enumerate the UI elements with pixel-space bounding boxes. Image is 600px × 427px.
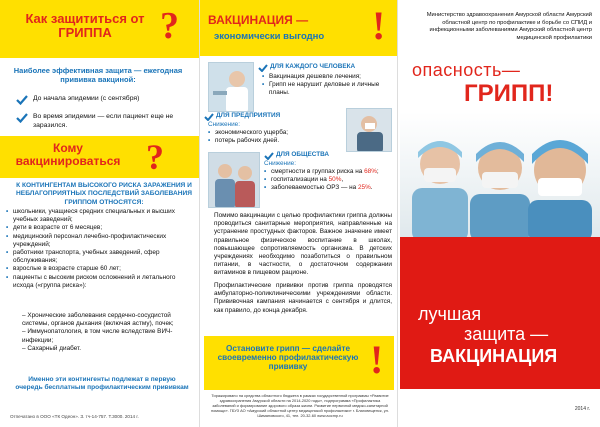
bottom-note: Именно эти контингенты подлежат в первую очередь бесплатным профилактическим прививкам	[15, 376, 189, 392]
header-title: Как защититься от ГРИППА	[25, 11, 145, 41]
footer-note: Тиражировано на средства областного бюджета в рамках государственной программы «Развитие здравоохранения Амурской области на 2014-2020 годы», подпрограмма «Профилактика заболеваний и формирование здорового образа жизни. Развитие первичной медико-санитарной помощи». ГБУЗ АО «Амурский областной центр медицинской профилактики» г. Благовещенск, ул. Шимановского, 41, тел. 20-32-60 www.aocmp.ru	[210, 393, 390, 418]
risk-title: К КОНТИНГЕНТАМ ВЫСОКОГО РИСКА ЗАРАЖЕНИЯ И НЕБЛАГОПРИЯТНЫХ ПОСЛЕДСТВИЙ ЗАБОЛЕВАНИЯ ГРИППОМ ОТНОСЯТСЯ:	[16, 182, 192, 206]
promo-box	[400, 237, 600, 389]
list-item: – Сахарный диабет.	[22, 344, 82, 352]
sub-list	[22, 312, 192, 353]
check-label: Во время эпидемии — если пациент еще не заразился.	[33, 113, 174, 129]
ministry-text: Министерство здравоохранения Амурской области Амурский областной центр по профилактике и борьбе со СПИД и инфекционными заболеваниями Амурский областной центр медицинской профилактики	[426, 12, 592, 41]
danger-line2: ГРИПП!	[464, 80, 554, 107]
list-item: – Иммунопатология, в том числе вследствие ВИЧ-инфекции;	[22, 328, 173, 344]
cta-box	[204, 336, 394, 390]
best-line1: лучшая	[418, 304, 482, 324]
exclamation-icon: !	[372, 3, 386, 48]
cta-text: Остановите грипп — сделайте своевременно профилактическую прививку	[217, 344, 359, 372]
best-line3: ВАКЦИНАЦИЯ	[430, 346, 558, 366]
checkmark-icon	[16, 113, 28, 123]
best-line2: защита —	[464, 324, 549, 344]
check-item	[16, 113, 194, 130]
list-item: • экономического ущерба;	[208, 129, 328, 137]
list-item: • школьники, учащиеся средних специальных и высших учебных заведений;	[6, 208, 194, 224]
body-paragraph: Профилактические прививки против гриппа проводятся амбулаторно-поликлиническими учреждениями области. Прививочная кампания начинается с сентября и длится, как правило, до конца декабря.	[214, 282, 392, 314]
header-title: ВАКЦИНАЦИЯ —	[208, 13, 309, 27]
year-label: 2014 г.	[574, 406, 590, 412]
list-item: • потерь рабочих дней.	[208, 137, 328, 145]
who-box	[0, 136, 199, 178]
company-title: ДЛЯ ПРЕДПРИЯТИЯ	[216, 112, 281, 119]
list-item: • Грипп не нарушит деловые и личные планы.	[262, 81, 392, 97]
list-item: • работники транспорта, учебных заведений, сфер обслуживания;	[6, 249, 194, 265]
checkmark-icon	[204, 113, 214, 121]
list-item: • госпитализации на 50%,	[264, 176, 396, 184]
list-item: • взрослые в возрасте старше 60 лет;	[6, 265, 194, 273]
list-item: • Вакцинация дешевле лечения;	[262, 73, 392, 81]
header-box	[0, 0, 199, 58]
person-list	[262, 73, 392, 98]
person-photo	[208, 62, 254, 112]
body-paragraph: Помимо вакцинации с целью профилактики гриппа должны проводиться санитарные мероприятия, направленные на устранение простудных факторов. Важное значение имеет правильное физическое воспитание в школах, повышающее сопротивляемость организма. В детских учреждениях необходимо позаботиться о правильном питании, в частности, о достаточном содержании витаминов в пищевом рационе.	[214, 212, 392, 277]
header-box	[200, 0, 398, 56]
panel-right	[398, 0, 600, 427]
list-item: • заболеваемостью ОРЗ — на 25%.	[264, 184, 396, 192]
society-photo	[208, 152, 260, 208]
print-note: Отпечатано в ООО «ТК Одеон». З. тч-14-757. Т.3000. 2014 г.	[10, 414, 139, 419]
company-sub: Снижение:	[208, 121, 240, 128]
effective-title: Наиболее эффективная защита — ежегодная прививка вакциной:	[13, 66, 183, 85]
header-subtitle: экономически выгодно	[214, 31, 325, 42]
company-list	[208, 129, 328, 145]
check-item	[16, 95, 196, 105]
company-photo	[346, 108, 392, 152]
who-title: Кому вакцинироваться	[15, 141, 121, 169]
society-list	[264, 168, 396, 193]
risk-list	[6, 208, 194, 290]
list-item: • дети в возрасте от 6 месяцев;	[6, 224, 194, 232]
doctors-photo	[400, 112, 600, 242]
panel-middle	[199, 0, 398, 427]
danger-line1: опасность—	[412, 60, 521, 80]
person-title: ДЛЯ КАЖДОГО ЧЕЛОВЕКА	[270, 63, 356, 70]
question-mark-icon: ?	[160, 5, 179, 47]
society-title: ДЛЯ ОБЩЕСТВА	[276, 151, 330, 158]
society-sub: Снижение:	[264, 160, 296, 167]
question-mark-icon: ?	[146, 137, 164, 177]
list-item: – Хронические заболевания сердечно-сосудистой системы, органов дыхания (включая астму), почек;	[22, 312, 174, 328]
checkmark-icon	[258, 64, 268, 72]
checkmark-icon	[264, 152, 274, 160]
list-item: • смертности в группах риска на 68%;	[264, 168, 396, 176]
list-item: • пациенты с высоким риском осложнений и летального исхода («группа риска»):	[6, 274, 194, 290]
panel-left	[0, 0, 199, 427]
list-item: • медицинский персонал лечебно-профилактических учреждений;	[6, 233, 194, 249]
exclamation-icon: !	[370, 337, 384, 382]
checkmark-icon	[16, 95, 28, 105]
check-label: До начала эпидемии (с сентября)	[33, 95, 140, 102]
